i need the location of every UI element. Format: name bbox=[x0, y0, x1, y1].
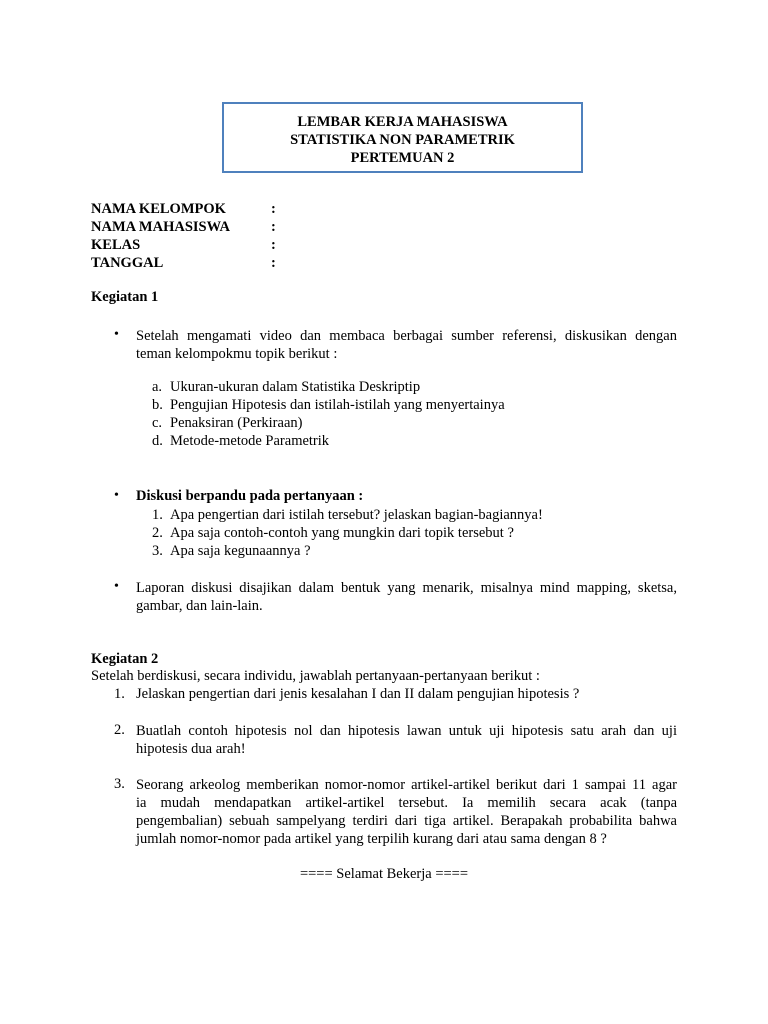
identity-fields bbox=[91, 200, 281, 272]
list-marker: b. bbox=[152, 397, 163, 413]
intro-line: Setelah mengamati video dan membaca berbagai sumber referensi, diskusikan dengan bbox=[136, 328, 677, 344]
intro-line: teman kelompokmu topik berikut : bbox=[136, 346, 338, 362]
kegiatan2-intro: Setelah berdiskusi, secara individu, jawablah pertanyaan-pertanyaan berikut : bbox=[91, 668, 540, 684]
bullet-icon: • bbox=[114, 327, 119, 342]
list-item-text: Penaksiran (Perkiraan) bbox=[170, 415, 303, 431]
field-colon: : bbox=[271, 237, 276, 253]
field-label: KELAS bbox=[91, 237, 141, 253]
list-item bbox=[152, 542, 543, 560]
list-item-text: Metode-metode Parametrik bbox=[170, 433, 330, 449]
question-line: ia mudah mendapatkan artikel-artikel tersebut. Ia memilih secara acak (tanpa bbox=[136, 795, 677, 811]
list-item bbox=[152, 432, 505, 450]
diskusi-heading: Diskusi berpandu pada pertanyaan : bbox=[136, 488, 364, 504]
kegiatan1-heading: Kegiatan 1 bbox=[91, 289, 159, 305]
list-item-text: Apa saja contoh-contoh yang mungkin dari topik tersebut ? bbox=[170, 525, 514, 541]
list-marker: c. bbox=[152, 415, 163, 431]
list-item-text: Ukuran-ukuran dalam Statistika Deskriptip bbox=[170, 379, 421, 395]
list-marker: 1. bbox=[152, 507, 163, 523]
field-colon: : bbox=[271, 255, 276, 271]
question-line: Seorang arkeolog memberikan nomor-nomor artikel-artikel berikut dari 1 sampai 11 agar bbox=[136, 777, 677, 793]
list-marker: 3. bbox=[152, 543, 163, 559]
list-item-text: Pengujian Hipotesis dan istilah-istilah yang menyertainya bbox=[170, 397, 505, 413]
question-line: hipotesis dua arah! bbox=[136, 741, 246, 757]
list-marker: a. bbox=[152, 379, 163, 395]
laporan-line: gambar, dan lain-lain. bbox=[136, 598, 263, 614]
list-item bbox=[152, 414, 505, 432]
list-marker: 3. bbox=[114, 776, 125, 792]
bullet-icon: • bbox=[114, 488, 119, 503]
field-colon: : bbox=[271, 219, 276, 235]
laporan-paragraph bbox=[136, 579, 677, 615]
list-item-text: Apa pengertian dari istilah tersebut? jelaskan bagian-bagiannya! bbox=[170, 507, 543, 523]
bullet-icon: • bbox=[114, 579, 119, 594]
field-label: TANGGAL bbox=[91, 255, 164, 271]
kegiatan2-heading: Kegiatan 2 bbox=[91, 651, 159, 667]
question-line: jumlah nomor-nomor pada artikel yang terpilih kurang dari atau sama dengan 8 ? bbox=[136, 831, 607, 847]
question-2 bbox=[136, 722, 677, 758]
question-line: pengembalian) sebuah sampelyang terdiri dari tiga artikel. Berapakah probabilita bahwa bbox=[136, 813, 677, 829]
question-line: Buatlah contoh hipotesis nol dan hipotesis lawan untuk uji hipotesis satu arah dan uji bbox=[136, 723, 677, 739]
list-marker: 2. bbox=[152, 525, 163, 541]
document-title: LEMBAR KERJA MAHASISWA bbox=[297, 114, 508, 130]
list-item-text: Apa saja kegunaannya ? bbox=[170, 543, 311, 559]
field-colon: : bbox=[271, 201, 276, 217]
list-marker: 1. bbox=[114, 686, 125, 702]
kegiatan1-intro bbox=[136, 327, 677, 363]
title-box bbox=[222, 102, 583, 173]
question-1: Jelaskan pengertian dari jenis kesalahan I dan II dalam pengujian hipotesis ? bbox=[136, 686, 580, 702]
field-label: NAMA KELOMPOK bbox=[91, 201, 226, 217]
list-item bbox=[152, 524, 543, 542]
list-marker: d. bbox=[152, 433, 163, 449]
closing-text: ==== Selamat Bekerja ==== bbox=[299, 866, 469, 882]
field-row-tanggal bbox=[91, 254, 281, 272]
laporan-line: Laporan diskusi disajikan dalam bentuk yang menarik, misalnya mind mapping, sketsa, bbox=[136, 580, 677, 596]
topic-list bbox=[152, 378, 505, 450]
course-title: STATISTIKA NON PARAMETRIK bbox=[290, 132, 515, 148]
field-row-nama-kelompok bbox=[91, 200, 281, 218]
question-3 bbox=[136, 776, 677, 848]
field-label: NAMA MAHASISWA bbox=[91, 219, 230, 235]
question-list bbox=[152, 506, 543, 560]
list-item bbox=[152, 506, 543, 524]
list-item bbox=[152, 396, 505, 414]
meeting-title: PERTEMUAN 2 bbox=[350, 150, 455, 166]
list-item bbox=[152, 378, 505, 396]
field-row-nama-mahasiswa bbox=[91, 218, 281, 236]
list-marker: 2. bbox=[114, 722, 125, 738]
field-row-kelas bbox=[91, 236, 281, 254]
